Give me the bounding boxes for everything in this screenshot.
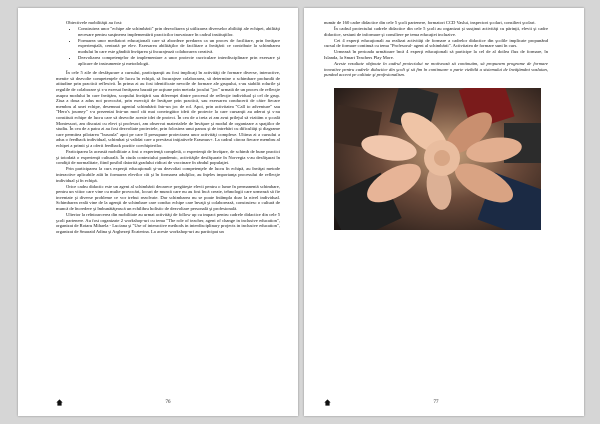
body-paragraph: Cei 4 experţi educaţionali au realizat activităţi de formare a cadrelor didactice din şcolile implicate propunând cursul de formare continuă cu tema "Profesorul- agent al schimbării". Activitatea de formare sunt în curs. (324, 37, 548, 49)
body-paragraph: Urmează în perioada următoare încă 4 experţi educaţionali să participe la cel de al doilea flux de formare, în Islanda, la Smart Teachers Play More. (324, 49, 548, 61)
right-page-content (324, 20, 548, 230)
body-paragraph: Prin participarea la curs experţii educaţionali şi-au dezvoltat competenţele de lucru în echipă, au învăţat metode interactive aplicabile atât în formarea elevilor cât şi în formarea adulţilor, au înţeles importanţa procesului de reflecţie individual şi în echipă. (56, 166, 280, 183)
objective-item: • Dezvoltarea competenţelor de implementare a unor proiecte curriculare interdisciplinare prin exersare şi aplicare de instrumente şi metodologii. (78, 55, 280, 66)
body-paragraph: număr de 160 cadre didactice din cele 5 şcoli partenere, formatori CCD Vaslui, inspectori şcolari, consilieri şcolari. (324, 20, 536, 25)
body-paragraph: Ulterior la reîntoarcerea din mobilitate au urmat activităţi de follow up cu impact pentru cadrele didactice din cele 5 şcoli partenere. Au fost organizate 2 workshop-uri cu tema "The role of teacher, agent of change in inclusive education", organizat de Rotaru Mihaela - Luciana şi "Use of interactive methods in interdisciplinary projects in inclusive education", organizat de Smaraid Adina şi Arghezeţi Ecaterina. La aceste workshop-uri au participat un (56, 212, 280, 234)
right-page-footer (324, 399, 548, 406)
left-page (18, 8, 298, 416)
objective-item: • Construirea unor "echipe ale schimbării" prin dezvoltarea şi utilizarea diverselor abilităţi ale echipei, abilităţi necesare pentru susţinerea implementării practicilor inovatoare în cadrul instituţiilor. (78, 26, 280, 37)
left-page-content (56, 20, 280, 235)
right-page (304, 8, 584, 416)
book-spread (18, 8, 584, 416)
left-page-footer (56, 399, 280, 406)
home-icon (56, 399, 63, 406)
objectives-heading: Obiectivele mobilităţii au fost: (66, 20, 123, 25)
objective-item: • Formarea unor mediatori educaţionali care să abordeze predarea ca un proces de facilitare, prin învăţare experienţială, centrată pe elev. Exersarea abilităţilor de facilitare a învăţării ce contribuie la schimbarea modului în care este gândită învăţarea şi încurajează colaborarea creativă. (78, 38, 280, 55)
body-paragraph: În cele 5 zile de desfăşurare a cursului, participanţii au fost implicaţi în activităţi de formare diverse, interactive, menite să dezvolte competenţele de lucru în echipă, să încurajeze colaborarea, să determine o schimbare profundă de atitudine prin practică reflexivă. În prima zi au fost identificate nevoile de formare ale grupului, s-au stabilit rolurile şi regulile de colaborare şi s-a exersat învăţarea bazată pe acţiune prin metoda jocului "joc" urmată de un proces de reflecţie asupra modului în care învăţăm, scopului învăţării sau diferenţei dintre procesul de reflecţie individual şi cel de grup. Ziua a doua a adus noi provocări, prin exerciţii de învăţare prin practică, sau exersarea conducerii de către fiecare membru al unei echipe, desemnat agentul schimbării într-un joc de rol. Apoi, prin activitatea "Call to adventure" sau "Hero's journey" s-a prezentat într-un mod cât mai convingător ideii de proiecte la care cursanţii au aderat şi s-au constituit echipe de lucru care să dezvolte aceste idei de proiect. În cea de a treia zi am avut prilejul să vizităm o şcoală Montessori, am discutat cu elevi şi profesori, am observat materialele de învăţare şi modul de organizare a spaţiilor de studiu. În cea de a patra zi au fost dezvoltate proiectele, prin folosirea unui panou şi de intrebări cu dificultăţi şi diagrame care permitea pilotarea "busoula" apoi pe care îl presupune proiectarea unor activităţi complexe. Ultima zi a cursului a adus o feedback individual, schimbat şi validat care a prevăzut iniţiativele Erasmus+. La cadrul cărora fiecare membru al echipei a primit şi a oferit feedback pozitiv coechipierilor. (56, 70, 280, 148)
page-number: 77 (433, 400, 439, 405)
closing-note: Aceste rezultate obţinute în cadrul proiectului ne motivează să continuăm, să propunem programe de formare inovative pentru cadrele didactice din şcoli şi să fim în continuare o parte vizibilă a sistemului de învăţământ vasluian, punând accent pe calitate şi profesionalism. (324, 61, 548, 78)
home-icon (324, 399, 331, 406)
body-paragraph: Orice cadru didactic este un agent al schimbării deoarece pregăteşte elevii pentru o lume în permanentă schimbare, pentru un viitor care vine cu multe provocări, locuri de muncă care nu au fost încă create, tehnologii care urmează să fie inventate şi diverse probleme ce vor trebui rezolvate. Dar schimbarea nu se poate întâmpla doar la nivel individual. Schimbarea reală vine de la agenţii de schimbare care conduc echipe care învaţă şi colaborează, construiesc o cultură de muncă de încredere şi îmbunătăţească un echilibru holistic de dezvoltare personală şi profesională. (56, 183, 280, 211)
body-paragraph: În cadrul proiectului cadrele didactice din cele 5 şcoli au organizat şi susţinut activităţi cu părinţii, elevii şi cadre didactice, sesiuni de informare şi consiliere pe tema educaţiei incluzive. (324, 26, 548, 37)
team-hands-photo (334, 88, 541, 230)
page-number: 76 (165, 400, 171, 405)
body-paragraph: Participarea la această mobilitate a fost o experienţă completă, o experienţă de învăţare, de schimb de bune practici şi totodată o experienţă culturală. În ciuda contextului pandemic, activităţile desfăşurate în Norvegia s-au desfăşurat în condiţii de normalitate, fiind posibil datorită gradului ridicat de vaccinare în rândul populaţiei. (56, 149, 280, 166)
objectives-list (56, 26, 280, 66)
